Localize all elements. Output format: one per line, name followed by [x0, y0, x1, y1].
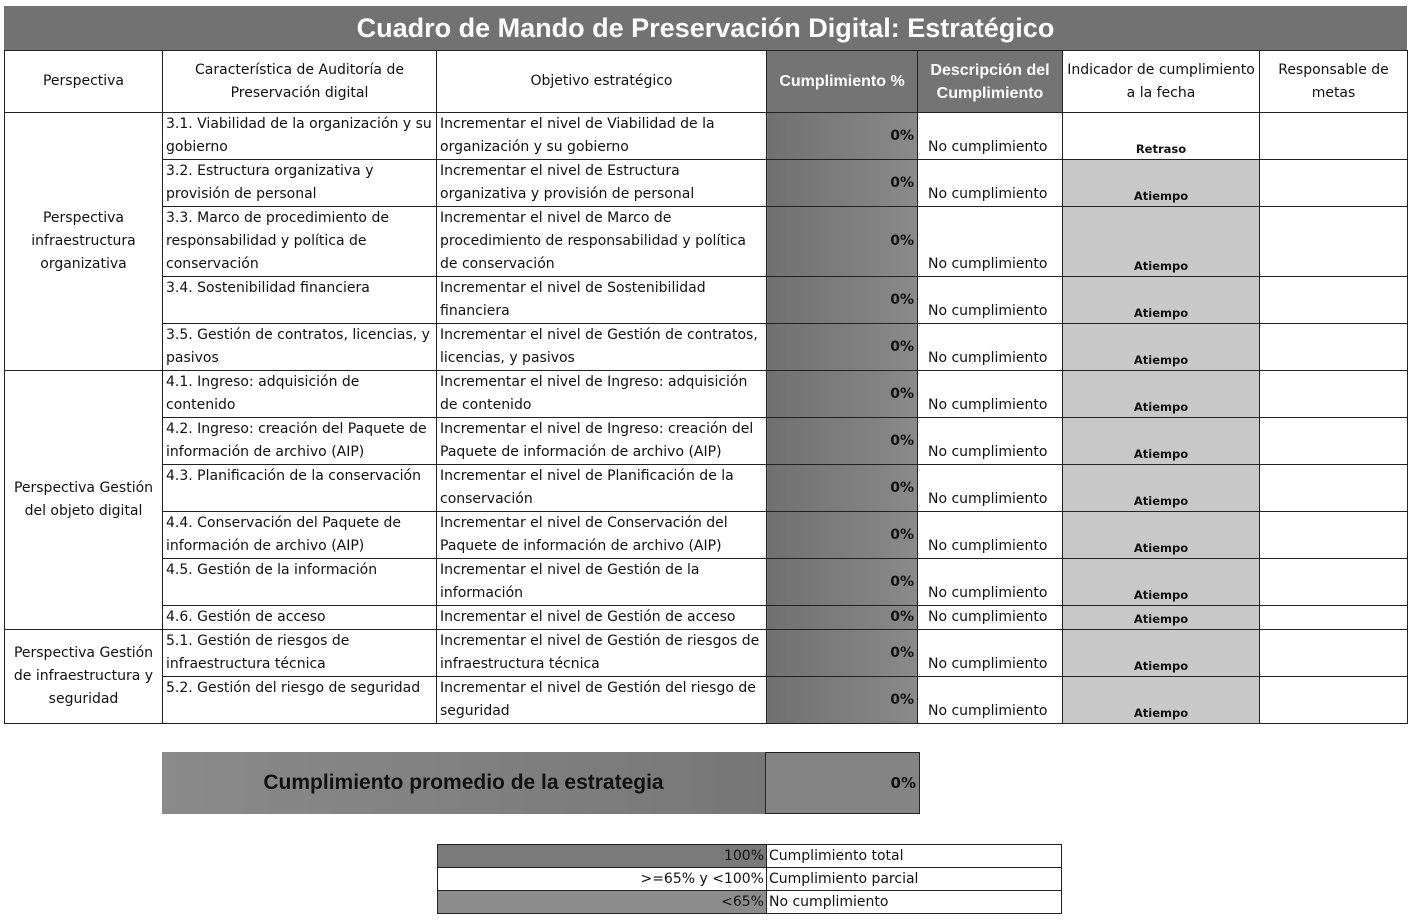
- table-row: [5, 677, 1408, 724]
- indicator-cell: Atiempo: [1063, 465, 1260, 512]
- table-row: [5, 277, 1408, 324]
- strategy-table: [4, 50, 1408, 724]
- pct-cell: 0%: [767, 160, 918, 207]
- indicator-cell: Atiempo: [1063, 207, 1260, 277]
- legend-text: Cumplimiento total: [767, 845, 1062, 868]
- table-row: [5, 630, 1408, 677]
- average-label: Cumplimiento promedio de la estrategia: [162, 752, 765, 814]
- feature-cell: 3.3. Marco de procedimiento de responsabilidad y política de conservación: [163, 207, 437, 277]
- table-row: [5, 559, 1408, 606]
- table-row: [5, 606, 1408, 630]
- pct-cell: 0%: [767, 418, 918, 465]
- desc-cell: No cumplimiento: [918, 512, 1063, 559]
- legend-text: No cumplimiento: [767, 891, 1062, 914]
- perspective-cell: Perspectiva Gestión de infraestructura y seguridad: [5, 630, 163, 724]
- feature-cell: 3.1. Viabilidad de la organización y su gobierno: [163, 113, 437, 160]
- feature-cell: 4.1. Ingreso: adquisición de contenido: [163, 371, 437, 418]
- header-responsable: Responsable de metas: [1260, 51, 1408, 113]
- objective-cell: Incrementar el nivel de Viabilidad de la organización y su gobierno: [437, 113, 767, 160]
- responsible-cell[interactable]: [1260, 512, 1408, 559]
- feature-cell: 3.2. Estructura organizativa y provisión de personal: [163, 160, 437, 207]
- objective-cell: Incrementar el nivel de Ingreso: adquisición de contenido: [437, 371, 767, 418]
- desc-cell: No cumplimiento: [918, 465, 1063, 512]
- desc-cell: No cumplimiento: [918, 207, 1063, 277]
- desc-cell: No cumplimiento: [918, 630, 1063, 677]
- indicator-cell: Atiempo: [1063, 277, 1260, 324]
- pct-cell: 0%: [767, 630, 918, 677]
- responsible-cell[interactable]: [1260, 207, 1408, 277]
- desc-cell: No cumplimiento: [918, 113, 1063, 160]
- feature-cell: 4.5. Gestión de la información: [163, 559, 437, 606]
- pct-cell: 0%: [767, 465, 918, 512]
- objective-cell: Incrementar el nivel de Marco de procedimiento de responsabilidad y política de conservación: [437, 207, 767, 277]
- average-value: 0%: [765, 752, 920, 814]
- desc-cell: No cumplimiento: [918, 606, 1063, 630]
- objective-cell: Incrementar el nivel de Sostenibilidad financiera: [437, 277, 767, 324]
- header-perspectiva: Perspectiva: [5, 51, 163, 113]
- feature-cell: 4.2. Ingreso: creación del Paquete de información de archivo (AIP): [163, 418, 437, 465]
- indicator-cell: Atiempo: [1063, 160, 1260, 207]
- indicator-cell: Atiempo: [1063, 512, 1260, 559]
- desc-cell: No cumplimiento: [918, 371, 1063, 418]
- feature-cell: 5.1. Gestión de riesgos de infraestructura técnica: [163, 630, 437, 677]
- legend-range: 100%: [438, 845, 767, 868]
- objective-cell: Incrementar el nivel de Estructura organizativa y provisión de personal: [437, 160, 767, 207]
- indicator-cell: Atiempo: [1063, 324, 1260, 371]
- desc-cell: No cumplimiento: [918, 418, 1063, 465]
- legend-range: <65%: [438, 891, 767, 914]
- desc-cell: No cumplimiento: [918, 677, 1063, 724]
- responsible-cell[interactable]: [1260, 606, 1408, 630]
- responsible-cell[interactable]: [1260, 113, 1408, 160]
- indicator-cell: Atiempo: [1063, 418, 1260, 465]
- indicator-cell: Atiempo: [1063, 677, 1260, 724]
- responsible-cell[interactable]: [1260, 677, 1408, 724]
- responsible-cell[interactable]: [1260, 418, 1408, 465]
- feature-cell: 4.6. Gestión de acceso: [163, 606, 437, 630]
- table-row: [5, 371, 1408, 418]
- table-row: [5, 512, 1408, 559]
- pct-cell: 0%: [767, 277, 918, 324]
- responsible-cell[interactable]: [1260, 371, 1408, 418]
- pct-cell: 0%: [767, 512, 918, 559]
- legend-range: >=65% y <100%: [438, 868, 767, 891]
- responsible-cell[interactable]: [1260, 559, 1408, 606]
- objective-cell: Incrementar el nivel de Ingreso: creación del Paquete de información de archivo (AIP): [437, 418, 767, 465]
- desc-cell: No cumplimiento: [918, 160, 1063, 207]
- header-descripcion: Descripción del Cumplimiento: [918, 51, 1063, 113]
- feature-cell: 4.3. Planificación de la conservación: [163, 465, 437, 512]
- feature-cell: 3.5. Gestión de contratos, licencias, y pasivos: [163, 324, 437, 371]
- legend-table: [437, 844, 1062, 914]
- objective-cell: Incrementar el nivel de Gestión de la información: [437, 559, 767, 606]
- perspective-cell: Perspectiva Gestión del objeto digital: [5, 371, 163, 630]
- table-row: [5, 113, 1408, 160]
- header-caracteristica: Característica de Auditoría de Preservación digital: [163, 51, 437, 113]
- table-row: [5, 207, 1408, 277]
- responsible-cell[interactable]: [1260, 324, 1408, 371]
- objective-cell: Incrementar el nivel de Gestión del riesgo de seguridad: [437, 677, 767, 724]
- dashboard-title: Cuadro de Mando de Preservación Digital: Estratégico: [4, 6, 1407, 50]
- responsible-cell[interactable]: [1260, 630, 1408, 677]
- desc-cell: No cumplimiento: [918, 277, 1063, 324]
- header-indicador: Indicador de cumplimiento a la fecha: [1063, 51, 1260, 113]
- feature-cell: 5.2. Gestión del riesgo de seguridad: [163, 677, 437, 724]
- table-row: [5, 324, 1408, 371]
- pct-cell: 0%: [767, 606, 918, 630]
- legend-row: [438, 868, 1062, 891]
- pct-cell: 0%: [767, 207, 918, 277]
- header-row: [5, 51, 1408, 113]
- objective-cell: Incrementar el nivel de Gestión de riesgos de infraestructura técnica: [437, 630, 767, 677]
- perspective-cell: Perspectiva infraestructura organizativa: [5, 113, 163, 371]
- indicator-cell: Atiempo: [1063, 606, 1260, 630]
- feature-cell: 4.4. Conservación del Paquete de información de archivo (AIP): [163, 512, 437, 559]
- header-objetivo: Objetivo estratégico: [437, 51, 767, 113]
- header-cumplimiento: Cumplimiento %: [767, 51, 918, 113]
- pct-cell: 0%: [767, 559, 918, 606]
- desc-cell: No cumplimiento: [918, 324, 1063, 371]
- legend-text: Cumplimiento parcial: [767, 868, 1062, 891]
- responsible-cell[interactable]: [1260, 465, 1408, 512]
- indicator-cell: Atiempo: [1063, 630, 1260, 677]
- responsible-cell[interactable]: [1260, 160, 1408, 207]
- table-row: [5, 465, 1408, 512]
- indicator-cell: Atiempo: [1063, 559, 1260, 606]
- legend-row: [438, 891, 1062, 914]
- objective-cell: Incrementar el nivel de Conservación del Paquete de información de archivo (AIP): [437, 512, 767, 559]
- pct-cell: 0%: [767, 677, 918, 724]
- desc-cell: No cumplimiento: [918, 559, 1063, 606]
- objective-cell: Incrementar el nivel de Gestión de acceso: [437, 606, 767, 630]
- pct-cell: 0%: [767, 113, 918, 160]
- pct-cell: 0%: [767, 324, 918, 371]
- feature-cell: 3.4. Sostenibilidad financiera: [163, 277, 437, 324]
- pct-cell: 0%: [767, 371, 918, 418]
- table-row: [5, 418, 1408, 465]
- indicator-cell: Atiempo: [1063, 371, 1260, 418]
- table-row: [5, 160, 1408, 207]
- objective-cell: Incrementar el nivel de Gestión de contratos, licencias, y pasivos: [437, 324, 767, 371]
- indicator-cell: Retraso: [1063, 113, 1260, 160]
- legend-row: [438, 845, 1062, 868]
- objective-cell: Incrementar el nivel de Planificación de la conservación: [437, 465, 767, 512]
- responsible-cell[interactable]: [1260, 277, 1408, 324]
